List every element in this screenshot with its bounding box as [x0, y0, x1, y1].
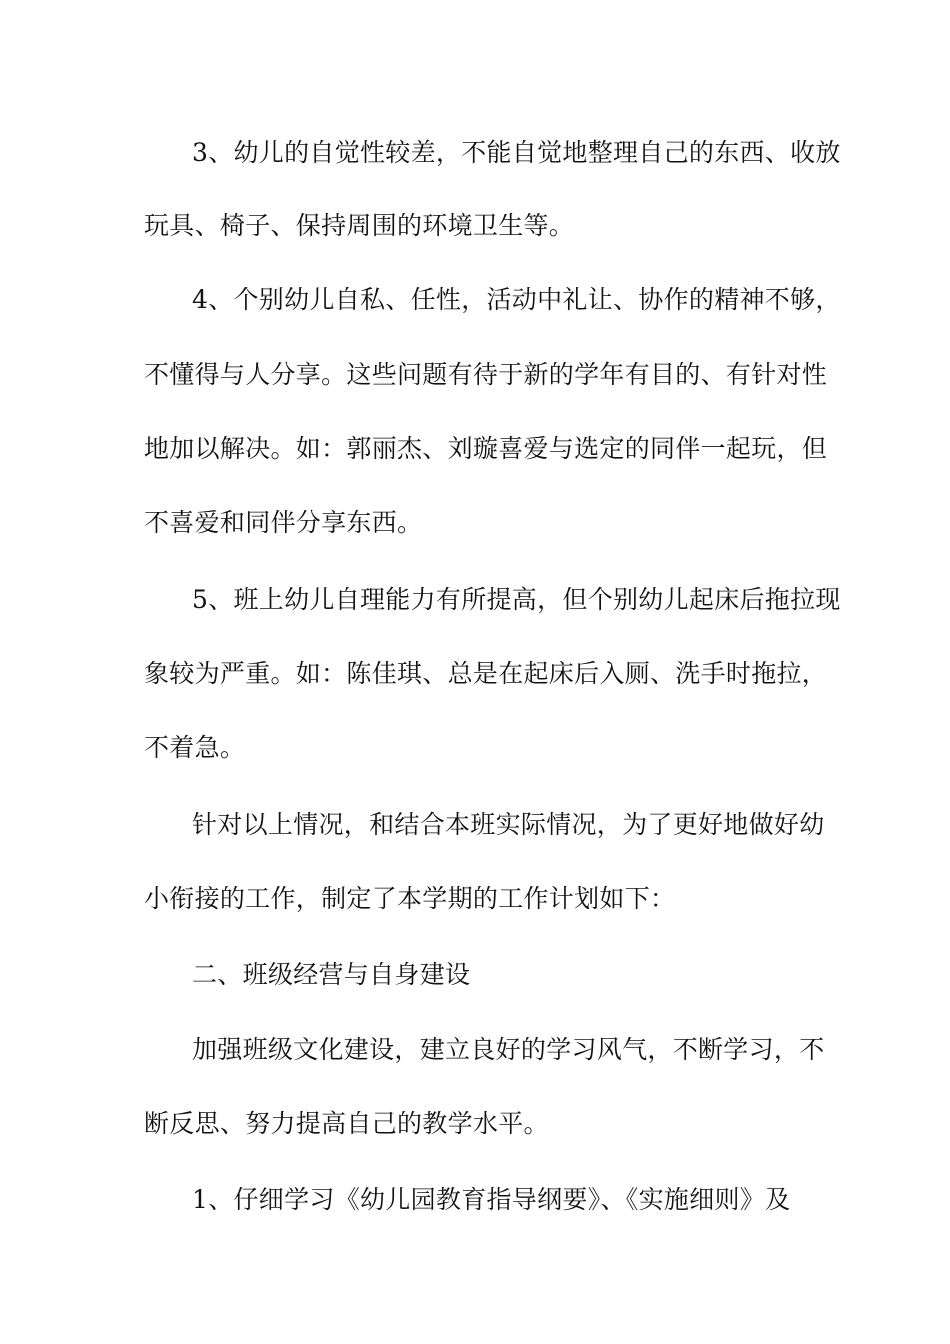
item-1-line-1: 1、仔细学习《幼儿园教育指导纲要》、《实施细则》及 [192, 1185, 791, 1214]
paragraph-5-line-3: 不着急。 [144, 733, 246, 762]
paragraph-5-line-1: 5、班上幼儿自理能力有所提高，但个别幼儿起床后拖拉现 [192, 585, 841, 614]
section-paragraph-line-1: 加强班级文化建设，建立良好的学习风气，不断学习，不 [192, 1035, 825, 1064]
paragraph-3-line-2: 玩具、椅子、保持周围的环境卫生等。 [144, 211, 575, 240]
paragraph-4-line-1: 4、个别幼儿自私、任性，活动中礼让、协作的精神不够， [192, 285, 841, 314]
summary-line-1: 针对以上情况，和结合本班实际情况，为了更好地做好幼 [192, 810, 825, 839]
section-heading: 二、班级经营与自身建设 [192, 960, 471, 989]
summary-line-2: 小衔接的工作，制定了本学期的工作计划如下： [144, 884, 676, 913]
paragraph-4-line-2: 不懂得与人分享。这些问题有待于新的学年有目的、有针对性 [144, 360, 828, 389]
paragraph-4-line-3: 地加以解决。如：郭丽杰、刘璇喜爱与选定的同伴一起玩，但 [144, 434, 828, 463]
paragraph-5-line-2: 象较为严重。如：陈佳琪、总是在起床后入厕、洗手时拖拉， [144, 659, 828, 688]
paragraph-3-line-1: 3、幼儿的自觉性较差，不能自觉地整理自己的东西、收放 [192, 138, 841, 167]
paragraph-4-line-4: 不喜爱和同伴分享东西。 [144, 508, 423, 537]
section-paragraph-line-2: 断反思、努力提高自己的教学水平。 [144, 1109, 549, 1138]
